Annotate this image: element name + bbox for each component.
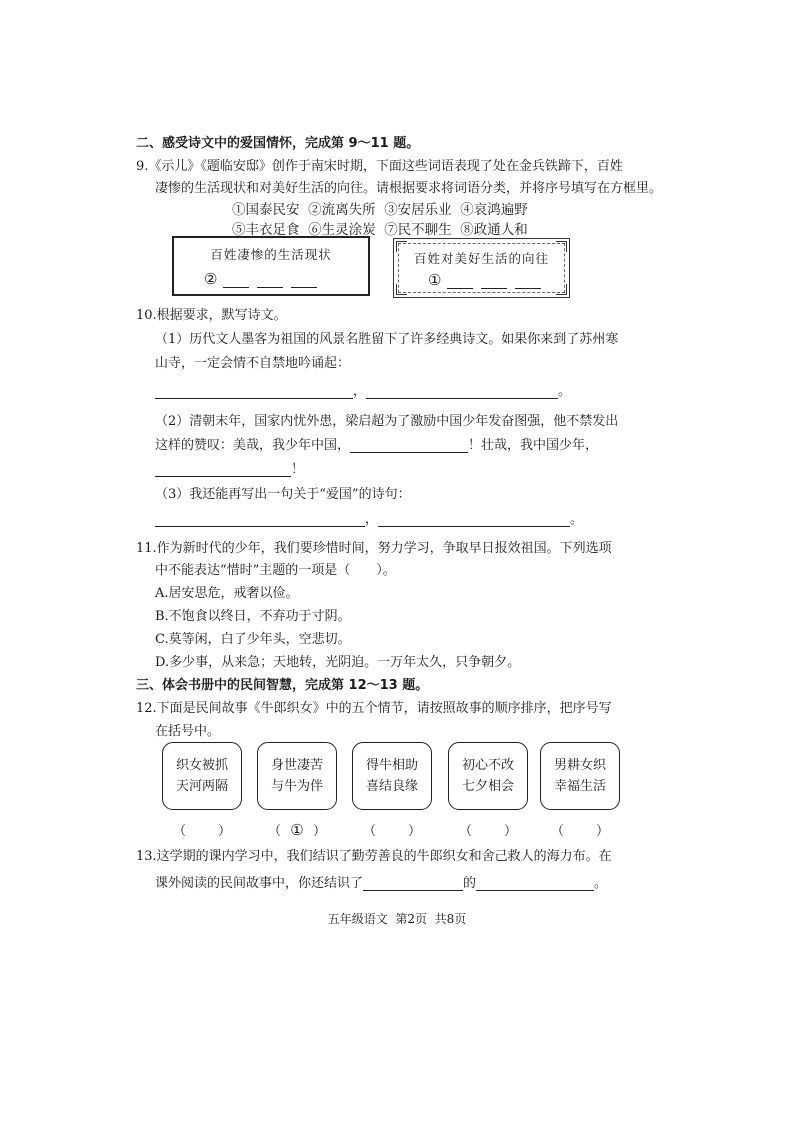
plot-card-bottom: 喜结良缘 (365, 779, 418, 794)
q9-option: ⑧政通人和 (460, 222, 528, 238)
plot-card-bottom: 与牛为伴 (270, 779, 323, 794)
fill-blank[interactable] (155, 462, 291, 477)
q13-line-2 (155, 872, 607, 891)
q10-part3-answer-row[interactable] (155, 508, 583, 527)
q10-part1-line-1: （1）历代文人墨客为祖国的风景名胜留下了许多经典诗文。如果你来到了苏州寒 (155, 332, 619, 347)
q11-line-1: 11.作为新时代的少年，我们要珍惜时间，努力学习，争取早日报效祖国。下列选项 (136, 541, 612, 556)
q11-option-d[interactable]: D.多少事，从来急；天地转，光阴迫。一万年太久，只争朝夕。 (155, 655, 521, 670)
q13-text-b: 的 (463, 876, 477, 891)
comma: ， (365, 512, 379, 527)
q11-option-b[interactable]: B.不饱食以终日，不弃功于寸阴。 (155, 609, 351, 624)
fill-blank[interactable] (378, 512, 570, 527)
q9-option: ⑥生灵涂炭 (308, 222, 376, 238)
q10-part3-line-1: （3）我还能再写出一句关于“爱国”的诗句： (155, 487, 411, 502)
q10-part2-text-b: ！壮哉，我中国少年， (468, 438, 599, 453)
q9-options-row-2 (232, 218, 528, 238)
q10-part2-line-2 (155, 434, 598, 453)
q9-option: ④哀鸿遍野 (460, 202, 528, 218)
plot-card-top: 男耕女织 (553, 758, 606, 773)
answer-box-suffering-title: 百姓凄惨的生活现状 (210, 247, 332, 262)
plot-card-1 (162, 742, 242, 810)
q11-option-a[interactable]: A.居安思危，戒奢以俭。 (155, 586, 299, 601)
period: 。 (570, 512, 584, 527)
section-3-header: 三、体会书册中的民间智慧，完成第 12～13 题。 (136, 678, 429, 693)
answer-box-suffering-lines[interactable] (204, 270, 317, 288)
order-blank-4[interactable]: （ ） (458, 824, 518, 839)
plot-card-bottom: 天河两隔 (175, 779, 228, 794)
plot-card-top: 初心不改 (461, 758, 514, 773)
section-2-header: 二、感受诗文中的爱国情怀，完成第 9～11 题。 (136, 136, 420, 151)
exclamation: ！ (291, 462, 305, 477)
q10-title: 10.根据要求，默写诗文。 (136, 308, 287, 323)
plot-card-bottom: 七夕相会 (461, 779, 514, 794)
fill-blank[interactable] (350, 438, 468, 453)
plot-card-top: 织女被抓 (175, 758, 228, 773)
q11-option-c[interactable]: C.莫等闲，白了少年头，空悲切。 (155, 632, 351, 647)
fill-blank[interactable] (476, 876, 594, 891)
q9-line-2: 凄惨的生活现状和对美好生活的向往。请根据要求将词语分类，并将序号填写在方框里。 (155, 181, 663, 196)
plot-card-3 (352, 742, 432, 810)
q9-option: ⑦民不聊生 (384, 222, 452, 238)
q13-line-1: 13.这学期的课内学习中，我们结识了勤劳善良的牛郎织女和舍己救人的海力布。在 (136, 849, 612, 864)
q10-part2-text-a: 这样的赞叹：美哉，我少年中国， (155, 438, 351, 453)
plot-card-2 (257, 742, 337, 810)
plot-card-top: 身世凄苦 (270, 758, 323, 773)
q10-part2-line-1: （2）清朝末年，国家内忧外患，梁启超为了激励中国少年发奋图强，他不禁发出 (155, 414, 619, 429)
answer-box-yearning-title: 百姓对美好生活的向往 (413, 251, 549, 266)
q13-text-c: 。 (594, 876, 608, 891)
plot-card-bottom: 幸福生活 (553, 779, 606, 794)
order-blank-1[interactable]: （ ） (172, 824, 232, 839)
q10-part1-answer-row[interactable] (155, 380, 571, 399)
plot-card-top: 得牛相助 (365, 758, 418, 773)
fill-blank[interactable] (363, 876, 463, 891)
q9-option: ⑤丰衣足食 (232, 222, 300, 238)
q10-part1-line-2: 山寺，一定会情不自禁地吟诵起： (155, 356, 351, 371)
fill-blank[interactable] (155, 512, 365, 527)
plot-card-4 (448, 742, 528, 810)
page-footer: 五年级语文 第2页 共8页 (327, 912, 467, 926)
q9-option: ③安居乐业 (384, 202, 452, 218)
order-blank-2[interactable]: （ ① ） (267, 821, 327, 839)
order-answer: ① (290, 821, 304, 839)
q9-option: ①国泰民安 (232, 202, 300, 218)
answer-box-yearning-lines[interactable] (428, 271, 541, 289)
q10-part2-line-3[interactable] (155, 458, 304, 477)
handwritten-answer: ① (428, 271, 442, 289)
comma: ， (353, 384, 367, 399)
q9-options-row-1 (232, 198, 528, 218)
order-blank-5[interactable]: （ ） (550, 824, 610, 839)
answer-box-yearning[interactable] (393, 238, 570, 298)
q9-line-1: 9.《示儿》《题临安邸》创作于南宋时期，下面这些词语表现了处在金兵铁蹄下，百姓 (136, 159, 623, 174)
answer-box-suffering[interactable] (172, 236, 370, 296)
handwritten-answer: ② (204, 270, 218, 288)
order-blank-3[interactable]: （ ） (362, 824, 422, 839)
q11-line-2: 中不能表达“惜时”主题的一项是（ ）。 (155, 563, 396, 578)
fill-blank[interactable] (155, 384, 353, 399)
plot-card-5 (540, 742, 620, 810)
period: 。 (558, 384, 572, 399)
fill-blank[interactable] (366, 384, 558, 399)
q12-line-2: 在括号中。 (155, 724, 221, 739)
q9-option: ②流离失所 (308, 202, 376, 218)
q12-line-1: 12.下面是民间故事《牛郎织女》中的五个情节，请按照故事的顺序排序，把序号写 (136, 701, 612, 716)
q13-text-a: 课外阅读的民间故事中，你还结识了 (155, 876, 364, 891)
